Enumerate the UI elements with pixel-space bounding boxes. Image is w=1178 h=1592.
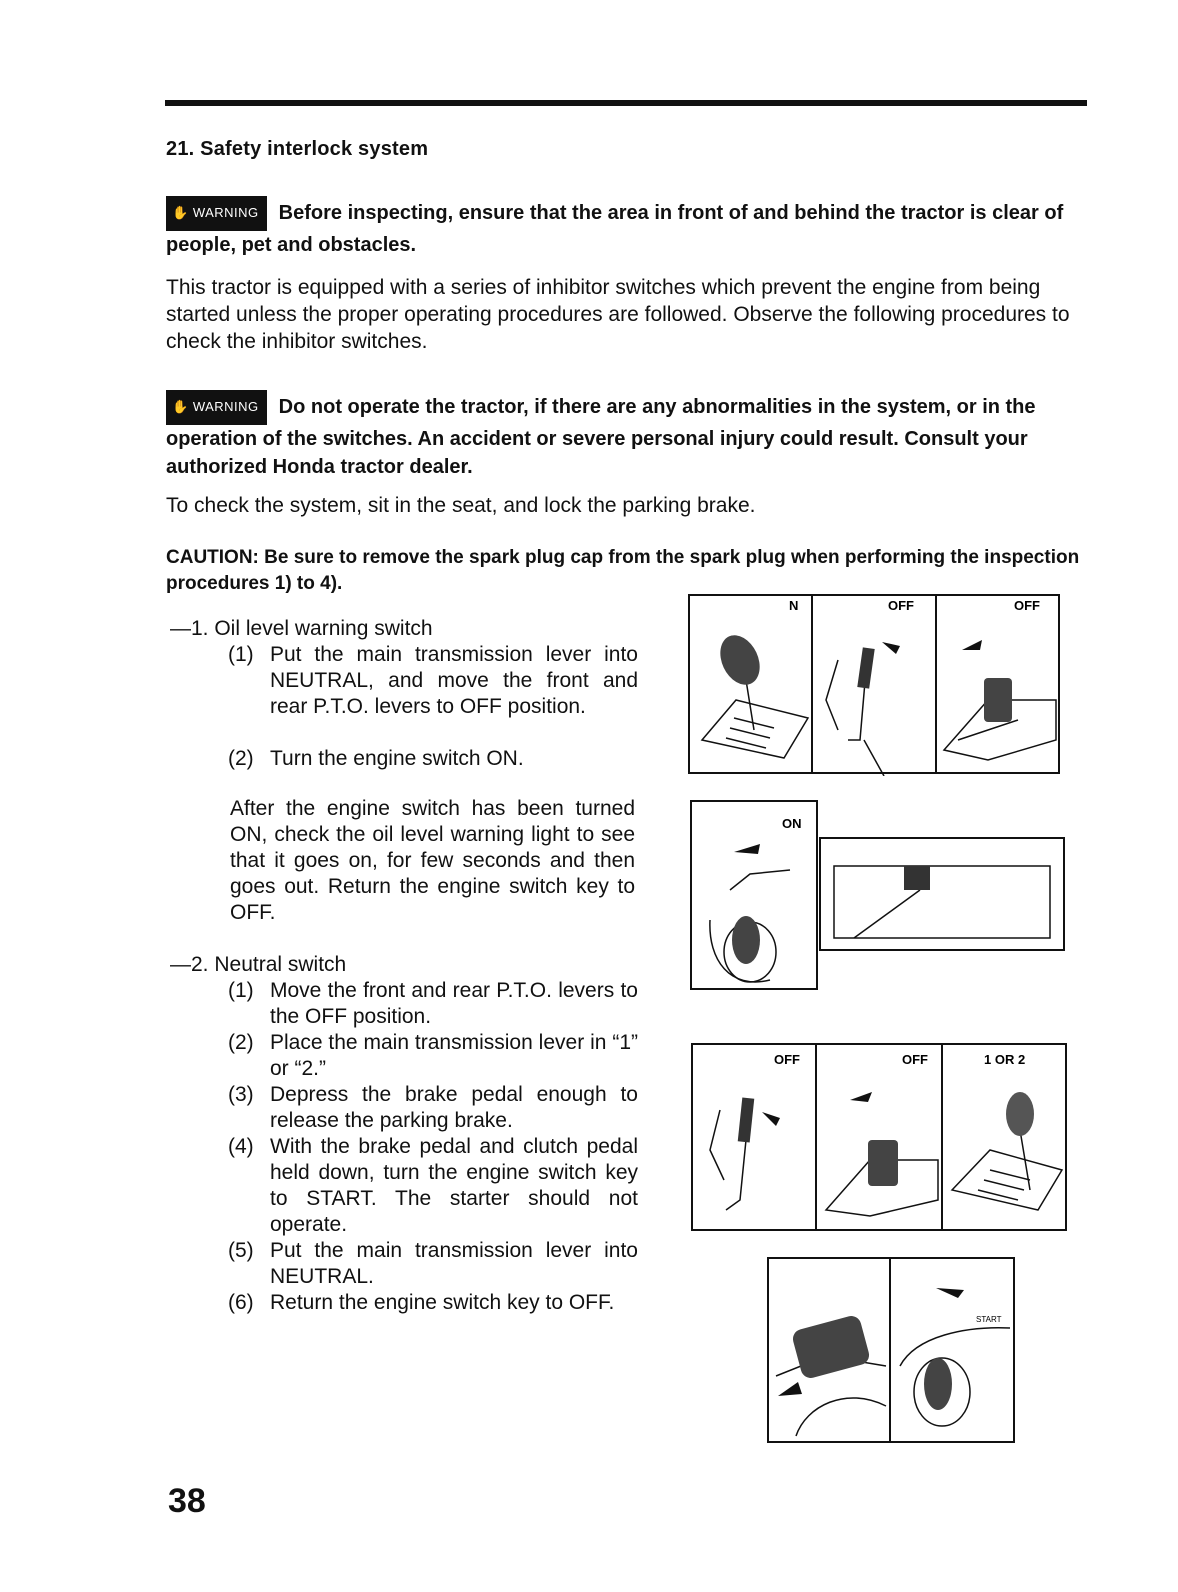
hand-icon: ✋ [172, 399, 189, 414]
section1-note: After the engine switch has been turned ON, check the oil level warning light to see that it goes on, for few seconds and then goes out. Return the engine switch key to OFF. [230, 797, 635, 924]
list-item: (4) With the brake pedal and clutch pedal held down, turn the engine switch key to START. The starter should not operate. [228, 1135, 638, 1236]
list-item: (2) Turn the engine switch ON. [228, 747, 524, 770]
arrow-icon [936, 1288, 964, 1298]
list-item: (2) Place the main transmission lever in “1” or “2.” [228, 1031, 638, 1080]
list-item: (5) Put the main transmission lever into NEUTRAL. [228, 1239, 638, 1288]
section2-title: —2. Neutral switch [170, 953, 347, 976]
figure-levers-neutral-off [688, 590, 1062, 776]
figure-brake-start [766, 1256, 1018, 1446]
page-number: 38 [168, 1482, 206, 1520]
list-item: (1) Put the main transmission lever into NEUTRAL, and move the front and rear P.T.O. levers to OFF position. [228, 643, 638, 718]
warning-badge: ✋ WARNING [166, 196, 267, 231]
list-item: (1) Move the front and rear P.T.O. levers to the OFF position. [228, 979, 638, 1028]
list-item: (6) Return the engine switch key to OFF. [228, 1291, 615, 1314]
top-rule [165, 100, 1087, 106]
dashboard-panel-icon [834, 866, 1050, 938]
figure-label: ON [782, 816, 802, 831]
figure-label: OFF [774, 1052, 800, 1067]
shift-lever-icon [702, 680, 808, 758]
figure-label: OFF [1014, 598, 1040, 613]
pto-lever-icon [826, 660, 884, 776]
section1-title: —1. Oil level warning switch [170, 617, 433, 640]
shift-lever-icon [952, 1130, 1062, 1210]
check-instruction: To check the system, sit in the seat, and lock the parking brake. [166, 494, 756, 517]
section-heading: 21. Safety interlock system [166, 138, 429, 160]
intro-paragraph: This tractor is equipped with a series of inhibitor switches which prevent the engine from being started unless the proper operating procedures are followed. Observe the following procedures to check the inhibitor switches. [166, 276, 1070, 353]
figure-engine-switch-on [690, 800, 1070, 992]
caution-note: CAUTION: Be sure to remove the spark plug cap from the spark plug when performing the inspection procedures 1) to 4). [166, 547, 1080, 594]
figure-label: N [789, 598, 799, 613]
oil-warning-light-icon [904, 866, 930, 890]
ignition-key-icon [900, 1328, 1010, 1426]
list-item: (3) Depress the brake pedal enough to release the parking brake. [228, 1083, 638, 1132]
figure-levers-off-gear [690, 1040, 1070, 1232]
warning-badge: ✋ WARNING [166, 390, 267, 425]
figure-label: 1 OR 2 [984, 1052, 1026, 1067]
arrow-icon [778, 1382, 802, 1396]
warning-1: ✋ WARNING Before inspecting, ensure that the area in front of and behind the tractor is clear of people, pet and obstacles. [166, 196, 1086, 259]
arrow-icon [734, 844, 760, 854]
figure-label: OFF [902, 1052, 928, 1067]
figure-label: OFF [888, 598, 914, 613]
hand-icon: ✋ [172, 205, 189, 220]
figure-label: START [976, 1315, 1002, 1324]
warning-2: ✋ WARNING Do not operate the tractor, if there are any abnormalities in the system, or in the operation of the switches. An accident or severe personal injury could result. Consult your authorized Honda tractor dealer. [166, 390, 1086, 481]
